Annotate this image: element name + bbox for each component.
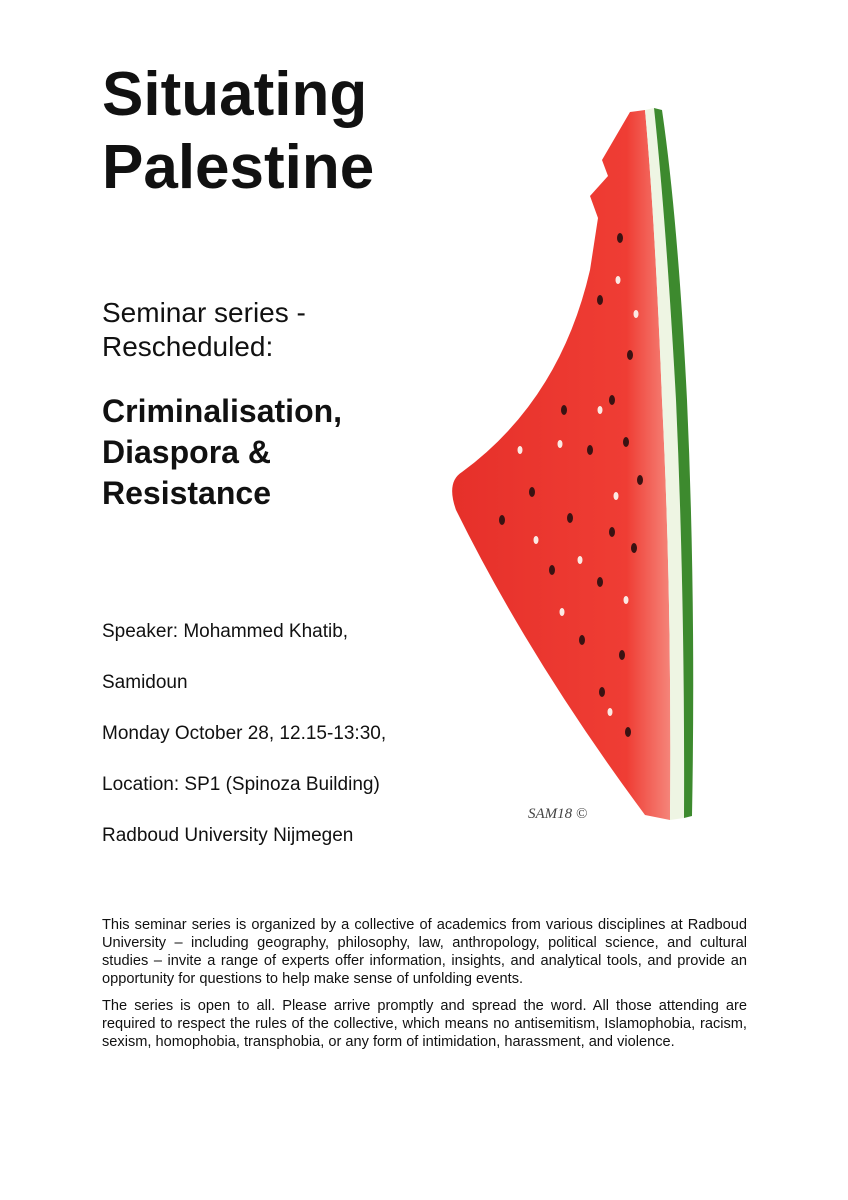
seminar-theme [102,391,342,514]
datetime-line: Monday October 28, 12.15-13:30, [102,723,387,744]
series-line-2: Rescheduled: [102,331,274,362]
speaker-line: Speaker: Mohammed Khatib, [102,621,349,642]
title-line-1: Situating [102,60,368,129]
organization-line: Samidoun [102,672,188,693]
series-description [102,916,747,1060]
university-line: Radboud University Nijmegen [102,825,354,846]
artist-signature: SAM18 © [528,806,588,822]
page-title [102,58,374,204]
series-line-1: Seminar series - [102,297,306,328]
event-details [102,620,386,875]
location-line: Location: SP1 (Spinoza Building) [102,774,380,795]
description-paragraph-2: The series is open to all. Please arrive promptly and spread the word. All those attending are required to respect the rules of the collective, which means no antisemitism, Islamophobia, racism, sexism, homophobia, transphobia, or any form of intimidation, harassment, and violence. [102,998,747,1050]
watermelon-illustration [440,100,710,830]
watermelon-flesh [452,110,670,820]
description-paragraph-1: This seminar series is organized by a collective of academics from various disciplines at Radboud University – including geography, philosophy, law, anthropology, political science, and cultural studies – invite a range of experts offer information, insights, and analytical tools, and provide an opportunity for questions to help make sense of unfolding events. [102,917,747,987]
series-heading [102,296,306,364]
title-line-2: Palestine [102,133,375,203]
theme-line-2: Diaspora & [102,434,271,470]
theme-line-1: Criminalisation, [102,393,343,429]
theme-line-3: Resistance [102,475,271,511]
